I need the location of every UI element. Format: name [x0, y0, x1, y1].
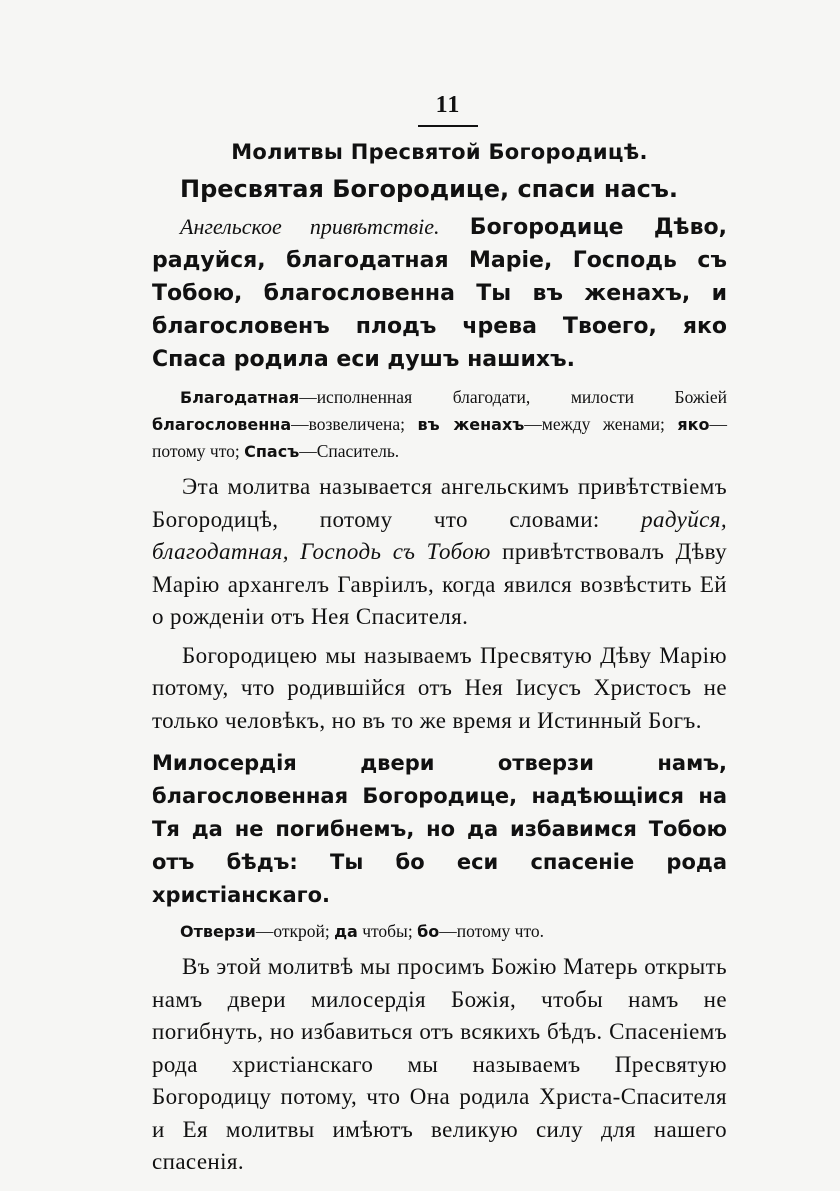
prayer-angelic-salutation [152, 210, 727, 376]
page-number: 11 [418, 92, 478, 127]
prayer-heading: Пресвятая Богородице, спаси насъ. [180, 175, 679, 203]
glossary-def: —возвеличена; [291, 414, 418, 434]
glossary-term: да [334, 922, 358, 941]
paragraph-theotokos: Богородицею мы называемъ Пресвятую Дѣву Марію потому, что родившійся отъ Нея Іисусъ Христосъ не только человѣкъ, но въ то же время и Истинный Богъ. [152, 642, 727, 733]
glossary-def: —исполненная благодати, милости Божіей [299, 387, 727, 407]
glossary-def: —потому что; [152, 414, 727, 461]
page-content [152, 140, 727, 1185]
glossary-def: чтобы; [357, 921, 418, 941]
section-title: Молитвы Пресвятой Богородицѣ. [231, 140, 648, 164]
glossary-1 [152, 384, 727, 465]
paragraph-text: привѣтствовалъ Дѣву Марію архангелъ Гавріилъ, когда явился возвѣстить Ей о рожденіи отъ Нея Спасителя. [152, 539, 727, 629]
paragraph-salutation-explanation [152, 471, 727, 634]
prayer-text: Богородице Дѣво, радуйся, благодатная Маріе, Господь съ Тобою, благословенна Ты въ женахъ, и благословенъ плодъ чрева Твоего, яко Спаса родила еси душъ нашихъ. [152, 215, 727, 372]
glossary-def: —Спаситель. [299, 441, 400, 461]
glossary-term: яко [677, 415, 710, 434]
prayer-mercy-doors: Милосердія двери отверзи намъ, благословенная Богородице, надѣющіися на Тя да не погибнемъ, но да избавимся Тобою отъ бѣдъ: Ты бо еси спасеніе рода христіанскаго. [152, 751, 727, 907]
glossary-term: благословенна [152, 415, 292, 434]
glossary-term: въ женахъ [417, 415, 525, 434]
glossary-def: —между женами; [524, 414, 678, 434]
glossary-2 [152, 918, 727, 945]
glossary-def: —потому что. [439, 921, 544, 941]
paragraph-quote: радуйся, благодатная, Господь съ Тобою [152, 506, 727, 564]
glossary-term: бо [417, 922, 440, 941]
glossary-term: Спасъ [244, 442, 300, 461]
paragraph-mercy-explanation: Въ этой молитвѣ мы просимъ Божію Матерь открыть намъ двери милосердія Божія, чтобы намъ не погибнуть, но избавиться отъ всякихъ бѣдъ. Спасеніемъ рода христіанскаго мы называемъ Пресвятую Богородицу потому, что Она родила Христа-Спасителя и Ея молитвы имѣютъ великую силу для нашего спасенія. [152, 954, 727, 1174]
glossary-term: Отверзи [180, 922, 256, 941]
glossary-def: —открой; [255, 921, 335, 941]
glossary-term: Благодатная [180, 388, 300, 407]
paragraph-text: Эта молитва называется ангельскимъ привѣтствіемъ Богородицѣ, потому что словами: [152, 474, 727, 532]
prayer-intro: Ангельское привѣтствіе. [180, 214, 440, 239]
